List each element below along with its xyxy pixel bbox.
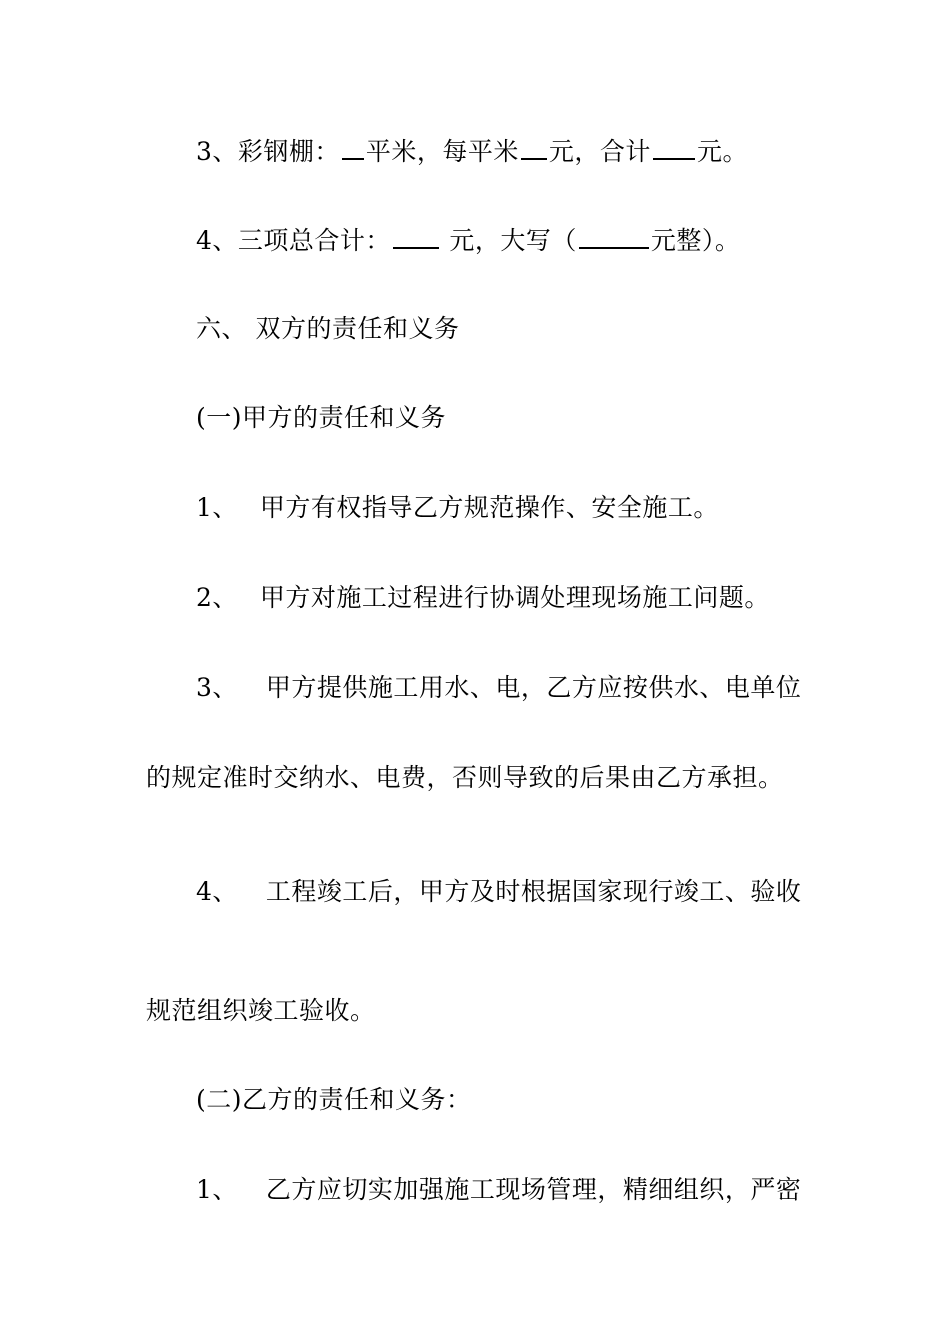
line-label: 4、三项总合计： (196, 226, 391, 255)
subsection-heading-party-b: (二)乙方的责任和义务： (196, 1085, 472, 1114)
clause-number: 1、 (196, 1175, 238, 1204)
blank-field (579, 225, 649, 249)
blank-field (393, 225, 439, 249)
clause-b-1 (196, 1175, 801, 1205)
clause-a-4-continued: 规范组织竣工验收。 (146, 996, 376, 1025)
clause-number: 3、 (196, 673, 238, 702)
clause-number: 1、 (196, 493, 238, 522)
clause-text: 甲方提供施工用水、电，乙方应按供水、电单位 (265, 673, 802, 702)
clause-text: 甲方对施工过程进行协调处理现场施工问题。 (259, 583, 770, 612)
clause-number: 2、 (196, 583, 238, 612)
total-line: 4、三项总合计： 元，大写（ 元整）。 (196, 226, 741, 255)
section-heading: 六、 双方的责任和义务 (196, 314, 460, 343)
clause-a-1 (196, 493, 719, 523)
blank-field (521, 136, 547, 160)
blank-field (653, 136, 695, 160)
subsection-heading-party-a: (一)甲方的责任和义务 (196, 403, 447, 432)
clause-a-2 (196, 583, 770, 613)
blank-field (342, 136, 364, 160)
clause-number: 4、 (196, 877, 238, 906)
clause-text: 乙方应切实加强施工现场管理，精细组织，严密 (265, 1175, 802, 1204)
clause-a-3-continued: 的规定准时交纳水、电费，否则导致的后果由乙方承担。 (146, 763, 784, 792)
line-label: 3、彩钢棚： (196, 137, 340, 166)
clause-text: 甲方有权指导乙方规范操作、安全施工。 (259, 493, 719, 522)
clause-a-3 (196, 673, 801, 703)
clause-a-4 (196, 877, 801, 907)
clause-text: 工程竣工后，甲方及时根据国家现行竣工、验收 (265, 877, 802, 906)
price-line-steel-shed: 3、彩钢棚： 平米，每平米 元，合计 元。 (196, 137, 748, 166)
